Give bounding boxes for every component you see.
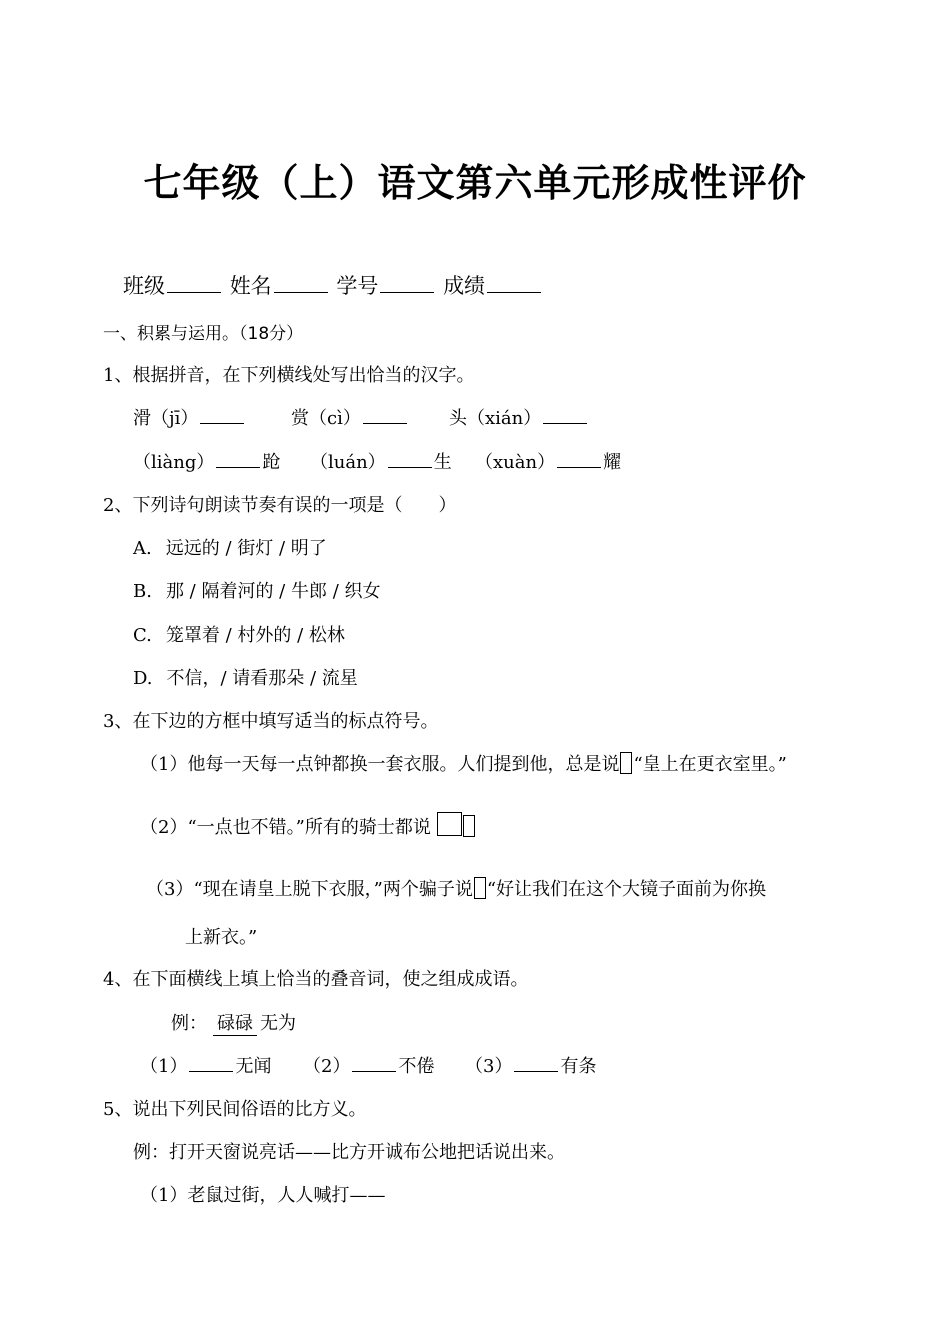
- page-title: 七年级（上）语文第六单元形成性评价: [143, 161, 807, 205]
- option-letter: D.: [133, 668, 153, 689]
- q3-item-1-quote: “皇上在更衣室里。”: [633, 754, 787, 775]
- q2-option-d[interactable]: [133, 664, 358, 690]
- q1-item-5: [310, 448, 452, 474]
- q1-item-3: [449, 404, 589, 430]
- class-blank[interactable]: [167, 274, 221, 293]
- q3-item-1-box[interactable]: [620, 752, 632, 774]
- q4-item-1-blank[interactable]: [189, 1053, 233, 1072]
- question-1-prompt: 1、根据拼音，在下列横线处写出恰当的汉字。: [103, 365, 475, 386]
- student-info-line: [123, 270, 543, 300]
- option-letter: A.: [133, 538, 152, 559]
- q1-item-2: [291, 404, 409, 430]
- q1-item-5-pinyin: （luán）: [310, 452, 386, 473]
- option-text: 笼罩着 / 村外的 / 松林: [165, 625, 345, 646]
- q4-item-2: [303, 1052, 434, 1078]
- q1-item-1-blank[interactable]: [200, 405, 244, 424]
- q4-item-2-blank[interactable]: [352, 1053, 396, 1072]
- option-text: 远远的 / 街灯 / 明了: [165, 538, 327, 559]
- q3-item-2: [140, 812, 476, 839]
- q4-example-word: 碌碌: [213, 1013, 257, 1036]
- q4-item-3-number: （3）: [465, 1056, 513, 1077]
- number-blank[interactable]: [380, 274, 434, 293]
- q4-item-2-number: （2）: [303, 1056, 351, 1077]
- q3-item-1-text: （1）他每一天每一点钟都换一套衣服。人们提到他，总是说: [140, 754, 620, 775]
- q4-item-1-number: （1）: [140, 1056, 188, 1077]
- q1-item-4-pinyin: （liàng）: [133, 452, 215, 473]
- question-4-prompt: 4、在下面横线上填上恰当的叠音词，使之组成成语。: [103, 969, 529, 990]
- q3-item-2-mark-box[interactable]: [463, 815, 475, 837]
- option-letter: B.: [133, 581, 152, 602]
- section-heading: 一、积累与运用。（18分）: [103, 324, 304, 344]
- q2-option-a[interactable]: [133, 534, 327, 560]
- question-5-prompt: 5、说出下列民间俗语的比方义。: [103, 1099, 367, 1120]
- q4-example-rest: 无为: [260, 1013, 296, 1034]
- q3-item-3: [146, 875, 766, 901]
- number-label: 学号: [336, 274, 379, 298]
- q3-item-3-quote: “好让我们在这个大镜子面前为你换: [486, 879, 767, 900]
- q1-item-4: [133, 448, 280, 474]
- score-blank[interactable]: [487, 274, 541, 293]
- q2-option-b[interactable]: [133, 577, 380, 603]
- q1-item-1-pinyin: 滑（jī）: [133, 408, 199, 429]
- q1-item-2-pinyin: 赏（cì）: [291, 408, 361, 429]
- name-blank[interactable]: [274, 274, 328, 293]
- q5-item-1: （1）老鼠过街，人人喊打——: [140, 1185, 386, 1206]
- q1-item-3-pinyin: 头（xián）: [449, 408, 542, 429]
- q4-item-1: [140, 1052, 271, 1078]
- q1-item-2-blank[interactable]: [363, 405, 407, 424]
- name-label: 姓名: [229, 274, 272, 298]
- q1-item-6-blank[interactable]: [557, 449, 601, 468]
- option-text: 不信，/ 请看那朵 / 流星: [166, 668, 358, 689]
- question-3-prompt: 3、在下边的方框中填写适当的标点符号。: [103, 711, 439, 732]
- q3-item-2-box[interactable]: [437, 812, 462, 836]
- q4-item-2-text: 不倦: [398, 1056, 435, 1077]
- q1-item-4-blank[interactable]: [216, 449, 260, 468]
- question-2-prompt: 2、下列诗句朗读节奏有误的一项是（ ）: [103, 495, 457, 516]
- q3-item-3-continuation: 上新衣。”: [185, 927, 258, 948]
- q3-item-3-box[interactable]: [474, 877, 486, 899]
- q1-item-6: [475, 448, 621, 474]
- q1-item-5-blank[interactable]: [388, 449, 432, 468]
- q5-example: 例：打开天窗说亮话——比方开诚布公地把话说出来。: [133, 1142, 565, 1163]
- q2-option-c[interactable]: [133, 621, 345, 647]
- q1-item-6-char: 耀: [603, 452, 622, 473]
- score-label: 成绩: [443, 274, 486, 298]
- q1-item-1: [133, 404, 246, 430]
- option-letter: C.: [133, 625, 152, 646]
- q3-item-1: [140, 750, 787, 776]
- q4-item-3-blank[interactable]: [514, 1053, 558, 1072]
- q1-item-4-char: 跄: [262, 452, 281, 473]
- option-text: 那 / 隔着河的 / 牛郎 / 织女: [165, 581, 381, 602]
- q1-item-6-pinyin: （xuàn）: [475, 452, 556, 473]
- q4-item-3: [465, 1052, 596, 1078]
- q4-example-label: 例：: [171, 1013, 207, 1034]
- q3-item-2-text: （2）“一点也不错。”所有的骑士都说: [140, 817, 431, 838]
- q4-item-3-text: 有条: [560, 1056, 597, 1077]
- q1-item-5-char: 生: [433, 452, 452, 473]
- class-label: 班级: [123, 274, 165, 298]
- q4-example: [171, 1009, 296, 1035]
- q4-item-1-text: 无闻: [235, 1056, 272, 1077]
- q1-item-3-blank[interactable]: [543, 405, 587, 424]
- q3-item-3-text: （3）“现在请皇上脱下衣服，”两个骗子说: [146, 879, 473, 900]
